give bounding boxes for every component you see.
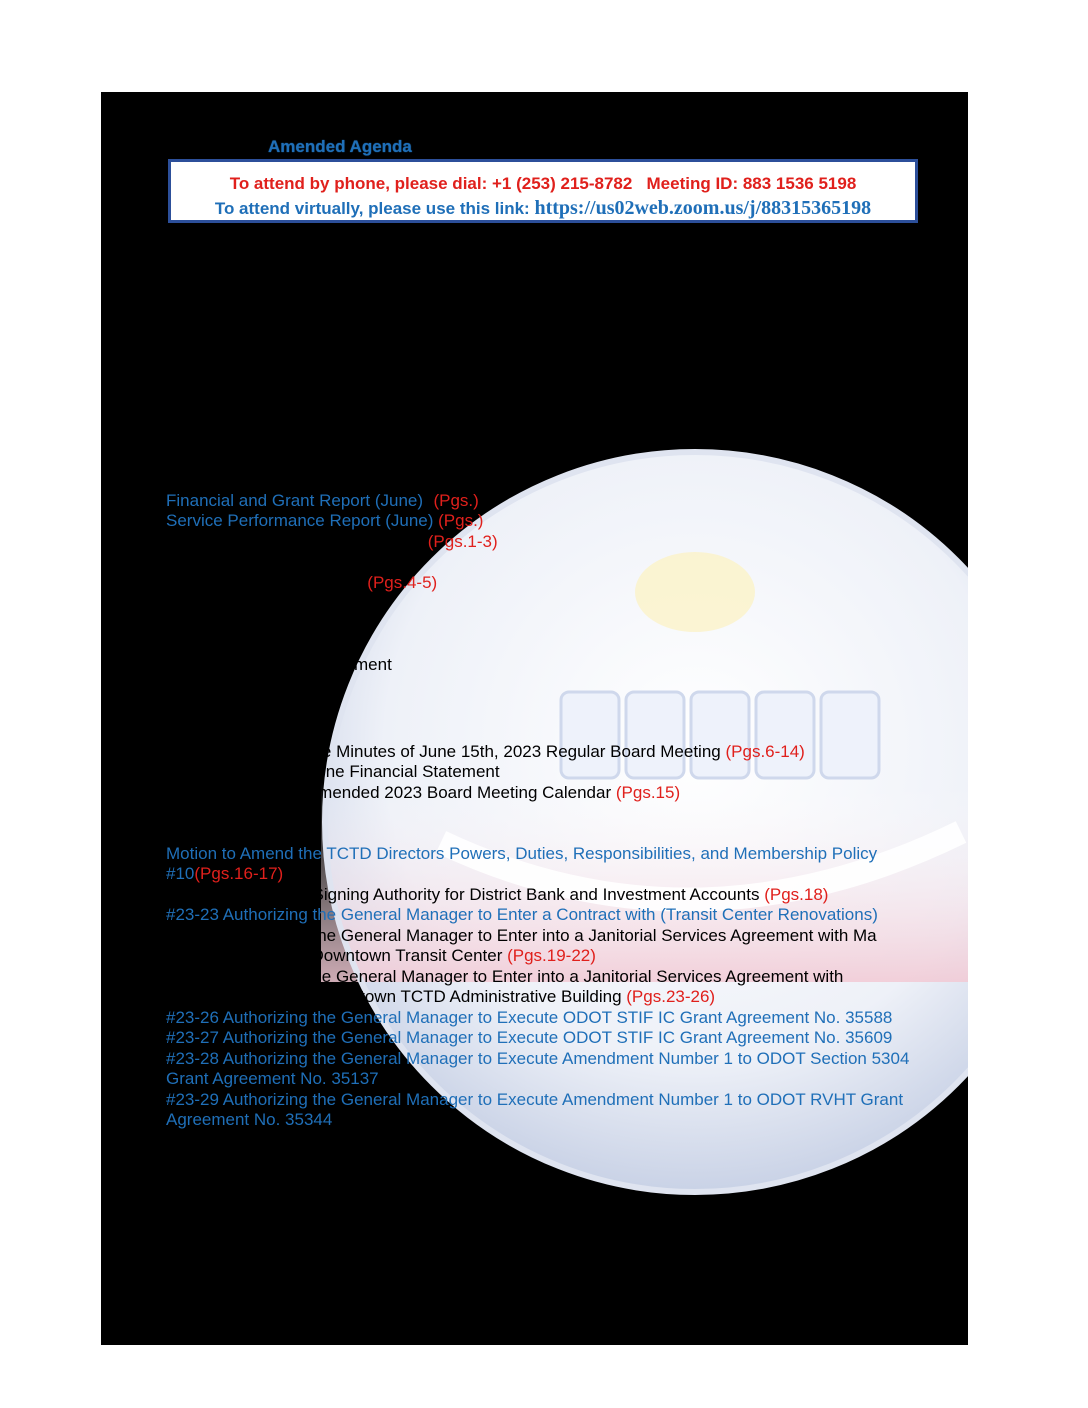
agenda-item-financial: Financial and Grant Report (June)) (Pgs.) bbox=[166, 491, 479, 510]
action-item-janitorial-1-cont: Hills Center for the Downtown Transit Center (Pgs.19-22) bbox=[166, 946, 596, 965]
action-item-5304-cont: Grant Agreement No. 35137 bbox=[166, 1069, 379, 1088]
consent-item-calendar: Motion to Approve Amended 2023 Board Meeting Calendar (Pgs.15) bbox=[166, 783, 681, 802]
sub-item-facility: Facility/Property Management bbox=[166, 655, 392, 674]
item-number: . bbox=[128, 552, 133, 571]
district-report-heading: OF THE DISTRICT REPORT bbox=[166, 470, 387, 489]
agenda-item-comments: c Comments bbox=[280, 343, 376, 362]
agenda-item-nwrides: NW Rides Brokerage bbox=[166, 552, 326, 571]
agenda-item-service: Service Performance Report (June) (Pgs.) bbox=[166, 511, 484, 530]
sub-item-administration: Administration/Coordination bbox=[166, 593, 375, 612]
action-items-heading: CTION ITEMS bbox=[103, 823, 213, 842]
item-number: 9. bbox=[117, 844, 132, 863]
item-number: 4. bbox=[133, 573, 148, 592]
consent-heading: CONSENT bbox=[103, 721, 187, 740]
item-number: 15. bbox=[115, 675, 139, 694]
zoom-link[interactable]: https://us02web.zoom.us/j/88315365198 bbox=[534, 197, 872, 219]
sub-item-letter: b. bbox=[133, 614, 148, 633]
document-page bbox=[101, 92, 968, 1345]
virtual-prefix: To attend virtually, please use this link: bbox=[214, 199, 535, 218]
action-item-rvht-cont: Agreement No. 35344 bbox=[166, 1110, 333, 1129]
item-number: 17. bbox=[110, 762, 134, 781]
meeting-access-box bbox=[168, 159, 918, 223]
agenda-item-misc: Miscellaneous bbox=[166, 675, 274, 694]
agenda-item-changes: nd Changes to Agenda bbox=[280, 323, 453, 342]
action-item-janitorial-2: 3-25 Authorizing the General Manager to Enter into a Janitorial Services Agreement with bbox=[180, 967, 844, 986]
item-number: 18. bbox=[110, 783, 134, 802]
sub-item-letter: d. bbox=[133, 655, 148, 674]
agenda-item-officers: on of Officers bbox=[214, 405, 315, 424]
action-item-renovations: #23-23 Authorizing the General Manager to Enter a Contract with (Transit Center Renovations) bbox=[166, 905, 878, 924]
consent-item-financial: Motion to Approve June Financial Statement bbox=[166, 762, 500, 781]
action-item-signing: #23-22 Authorizing Signing Authority for District Bank and Investment Accounts (Pgs.18) bbox=[166, 885, 829, 904]
sub-item-planning: Planning/Development bbox=[166, 614, 338, 633]
action-item-rvht: #23-29 Authorizing the General Manager to Execute Amendment Number 1 to ODOT RVHT Grant bbox=[166, 1090, 904, 1109]
item-number: 16. bbox=[110, 742, 134, 761]
action-item-stif-35588: #23-26 Authorizing the General Manager to Execute ODOT STIF IC Grant Agreement No. 35588 bbox=[166, 1008, 893, 1027]
agenda-item-session: Session: None bbox=[266, 364, 377, 383]
sub-item-letter: a. bbox=[133, 593, 148, 612]
agenda-item-gm-report: General Managers Report (Pgs.4-5) bbox=[166, 573, 438, 592]
action-item-5304: #23-28 Authorizing the General Manager to Execute Amendment Number 1 to ODOT Section 5304 bbox=[166, 1049, 910, 1068]
action-item-policy: Motion to Amend the TCTD Directors Powers, Duties, Responsibilities, and Membership Policy bbox=[166, 844, 878, 863]
amended-agenda-title: Amended Agenda bbox=[268, 137, 412, 156]
virtual-line bbox=[171, 197, 915, 220]
agenda-item-presentation: it Presentation bbox=[196, 425, 305, 444]
agenda-item-office: Office – New Board Directors bbox=[230, 384, 450, 403]
action-item-policy-cont: #10(Pgs.16-17) bbox=[166, 864, 284, 883]
action-item-janitorial-2-cont: Center for the Downtown TCTD Administrative Building (Pgs.23-26) bbox=[208, 987, 716, 1006]
sub-item-letter: c. bbox=[134, 634, 148, 653]
action-item-stif-35609: #23-27 Authorizing the General Manager to Execute ODOT STIF IC Grant Agreement No. 35609 bbox=[166, 1028, 893, 1047]
phone-line: To attend by phone, please dial: +1 (253) 215-8782 Meeting ID: 883 1536 5198 bbox=[229, 174, 857, 193]
sub-item-grant-funding: Grant Funding bbox=[166, 634, 275, 653]
action-item-janitorial-1: #23-24 Authorizing the General Manager to Enter into a Janitorial Services Agreement with Ma bbox=[166, 926, 877, 945]
consent-item-minutes: Motion to Approve the Minutes of June 15th, 2023 Regular Board Meeting (Pgs.6-14) bbox=[166, 742, 805, 761]
agenda-item-nwota: Northwest Oregon Transit Alliance (Pgs.1-3) bbox=[166, 532, 498, 551]
